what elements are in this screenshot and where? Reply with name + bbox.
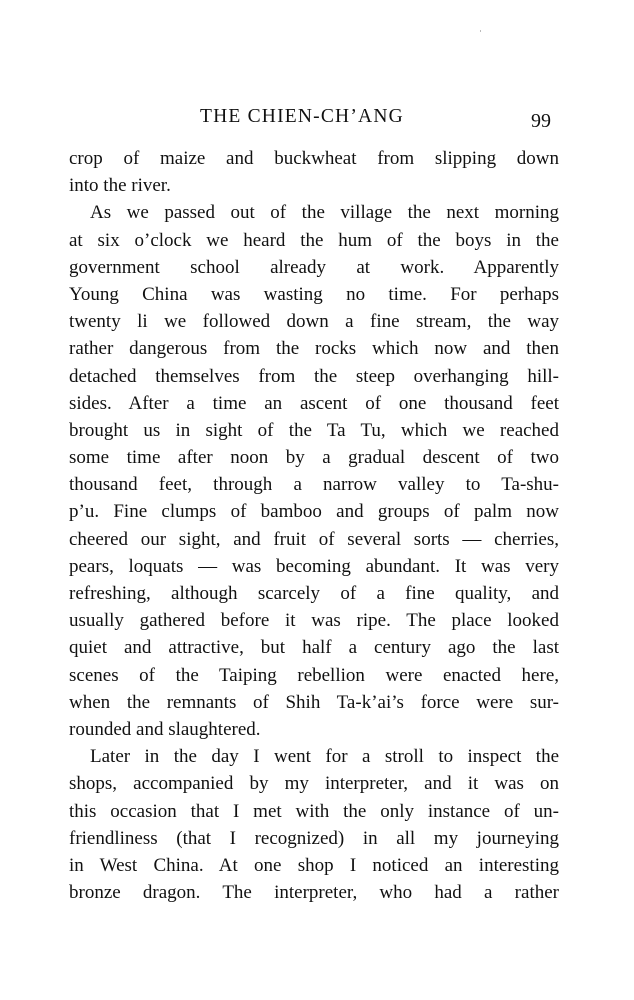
text-line: at six o’clock we heard the hum of the boys in the xyxy=(69,229,559,251)
text-line: rather dangerous from the rocks which now and then xyxy=(69,338,559,360)
running-head xyxy=(0,106,634,132)
text-line: twenty li we followed down a fine stream, the way xyxy=(69,311,559,333)
text-line: some time after noon by a gradual descent of two xyxy=(69,447,559,469)
text-line: in West China. At one shop I noticed an interesting xyxy=(69,854,559,876)
text-line: usually gathered before it was ripe. The place looked xyxy=(69,610,559,632)
text-line: brought us in sight of the Ta Tu, which we reached xyxy=(69,419,559,441)
text-line: crop of maize and buckwheat from slipping down xyxy=(69,148,559,169)
body-text xyxy=(69,145,559,906)
text-line: As we passed out of the village the next morning xyxy=(90,202,559,224)
text-line: government school already at work. Apparently xyxy=(69,256,559,278)
text-line: refreshing, although scarcely of a fine quality, and xyxy=(69,583,559,604)
text-line: cheered our sight, and fruit of several sorts — cherries, xyxy=(69,528,559,550)
scan-speck xyxy=(480,30,481,32)
text-line: detached themselves from the steep overhanging hill- xyxy=(69,365,559,387)
text-line: friendliness (that I recognized) in all my journeying xyxy=(69,827,559,849)
text-line: thousand feet, through a narrow valley to Ta-shu- xyxy=(69,474,559,496)
text-line: scenes of the Taiping rebellion were enacted here, xyxy=(69,664,559,686)
text-line: into the river. xyxy=(69,175,171,197)
text-line: p’u. Fine clumps of bamboo and groups of palm now xyxy=(69,501,559,523)
text-line: rounded and slaughtered. xyxy=(69,718,261,740)
text-line: sides. After a time an ascent of one thousand feet xyxy=(69,392,559,414)
running-title: THE CHIEN-CH’ANG xyxy=(200,106,404,127)
text-line: Later in the day I went for a stroll to inspect the xyxy=(90,746,559,768)
text-line: pears, loquats — was becoming abundant. It was very xyxy=(69,555,559,577)
text-line: when the remnants of Shih Ta-k’ai’s force were sur- xyxy=(69,691,559,713)
text-line: Young China was wasting no time. For perhaps xyxy=(69,283,559,305)
text-line: this occasion that I met with the only instance of un- xyxy=(69,800,559,822)
text-line: bronze dragon. The interpreter, who had a rather xyxy=(69,882,559,904)
text-line: quiet and attractive, but half a century ago the last xyxy=(69,637,559,659)
text-line: shops, accompanied by my interpreter, and it was on xyxy=(69,773,559,795)
page-number: 99 xyxy=(531,110,551,132)
